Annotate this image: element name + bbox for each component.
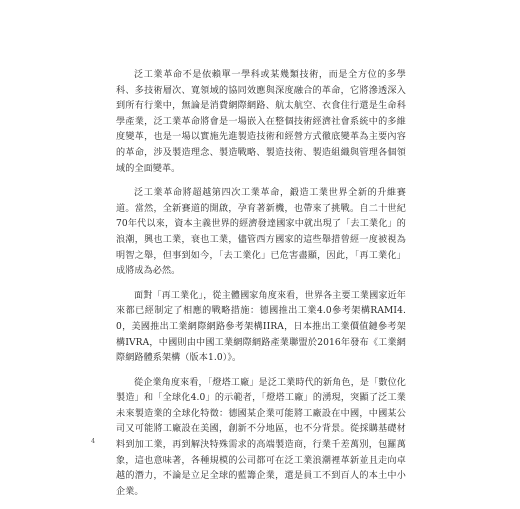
page-number: 4	[91, 437, 96, 445]
paragraph-4: 從企業角度來看，「燈塔工廠」是泛工業時代的新角色，是「數位化製造」和「全球化4.0」的示範者，「燈塔工廠」的湧現，突顯了泛工業未來製造業的全球化特徵：德國某企業可能將工廠設在中國，中國某公司又可能將工廠設在美國，創新不分地區，也不分背景。從採購基礎材料到加工業，再到解決特殊需求的高端製造商，行業千差萬別，包羅萬象，這也意味著，各種規模的公司都可在泛工業浪潮裡革新並且走向卓越的潛力，不論是立足全球的藍籌企業，還是員工不到百人的本土中小企業。	[116, 377, 406, 497]
body-text	[116, 68, 406, 509]
paragraph-3: 面對「再工業化」，從主體國家角度來看，世界各主要工業國家近年來都已經制定了相應的戰略措施：德國推出工業4.0參考架構RAMI4.0，美國推出工業網際網路參考架構IIRA，日本推出工業價值鏈參考架構IVRA，中國則由中國工業網際網路產業聯盟於2016年發布《工業網際網路體系架構（版本1.0）》。	[116, 290, 406, 364]
paragraph-2: 泛工業革命將超越第四次工業革命，鍛造工業世界全新的升維賽道。當然，全新賽道的開啟，孕育著新機，也帶來了挑戰。自二十世紀70年代以來，資本主義世界的經濟發達國家中就出現了「去工業化」的浪潮，興也工業，衰也工業，儘管西方國家的這些舉措曾經一度被視為明智之舉，但事到如今，「去工業化」已危害盡顯，因此，「再工業化」成將成為必然。	[116, 188, 406, 277]
paragraph-1: 泛工業革命不是依賴單一學科或某幾類技術，而是全方位的多學科、多技術層次、寬領域的協同效應與深度融合的革命，它將滲透深入到所有行業中，無論是消費網際網路、航太航空、衣食住行還是生命科學產業，泛工業革命將會是一場嵌入在整個技術經濟社會系統中的多維度變革，也是一場以實施先進製造技術和經營方式徹底變革為主要內容的革命，涉及製造理念、製造戰略、製造技術、製造組織與管理各個領域的全面變革。	[116, 70, 406, 174]
